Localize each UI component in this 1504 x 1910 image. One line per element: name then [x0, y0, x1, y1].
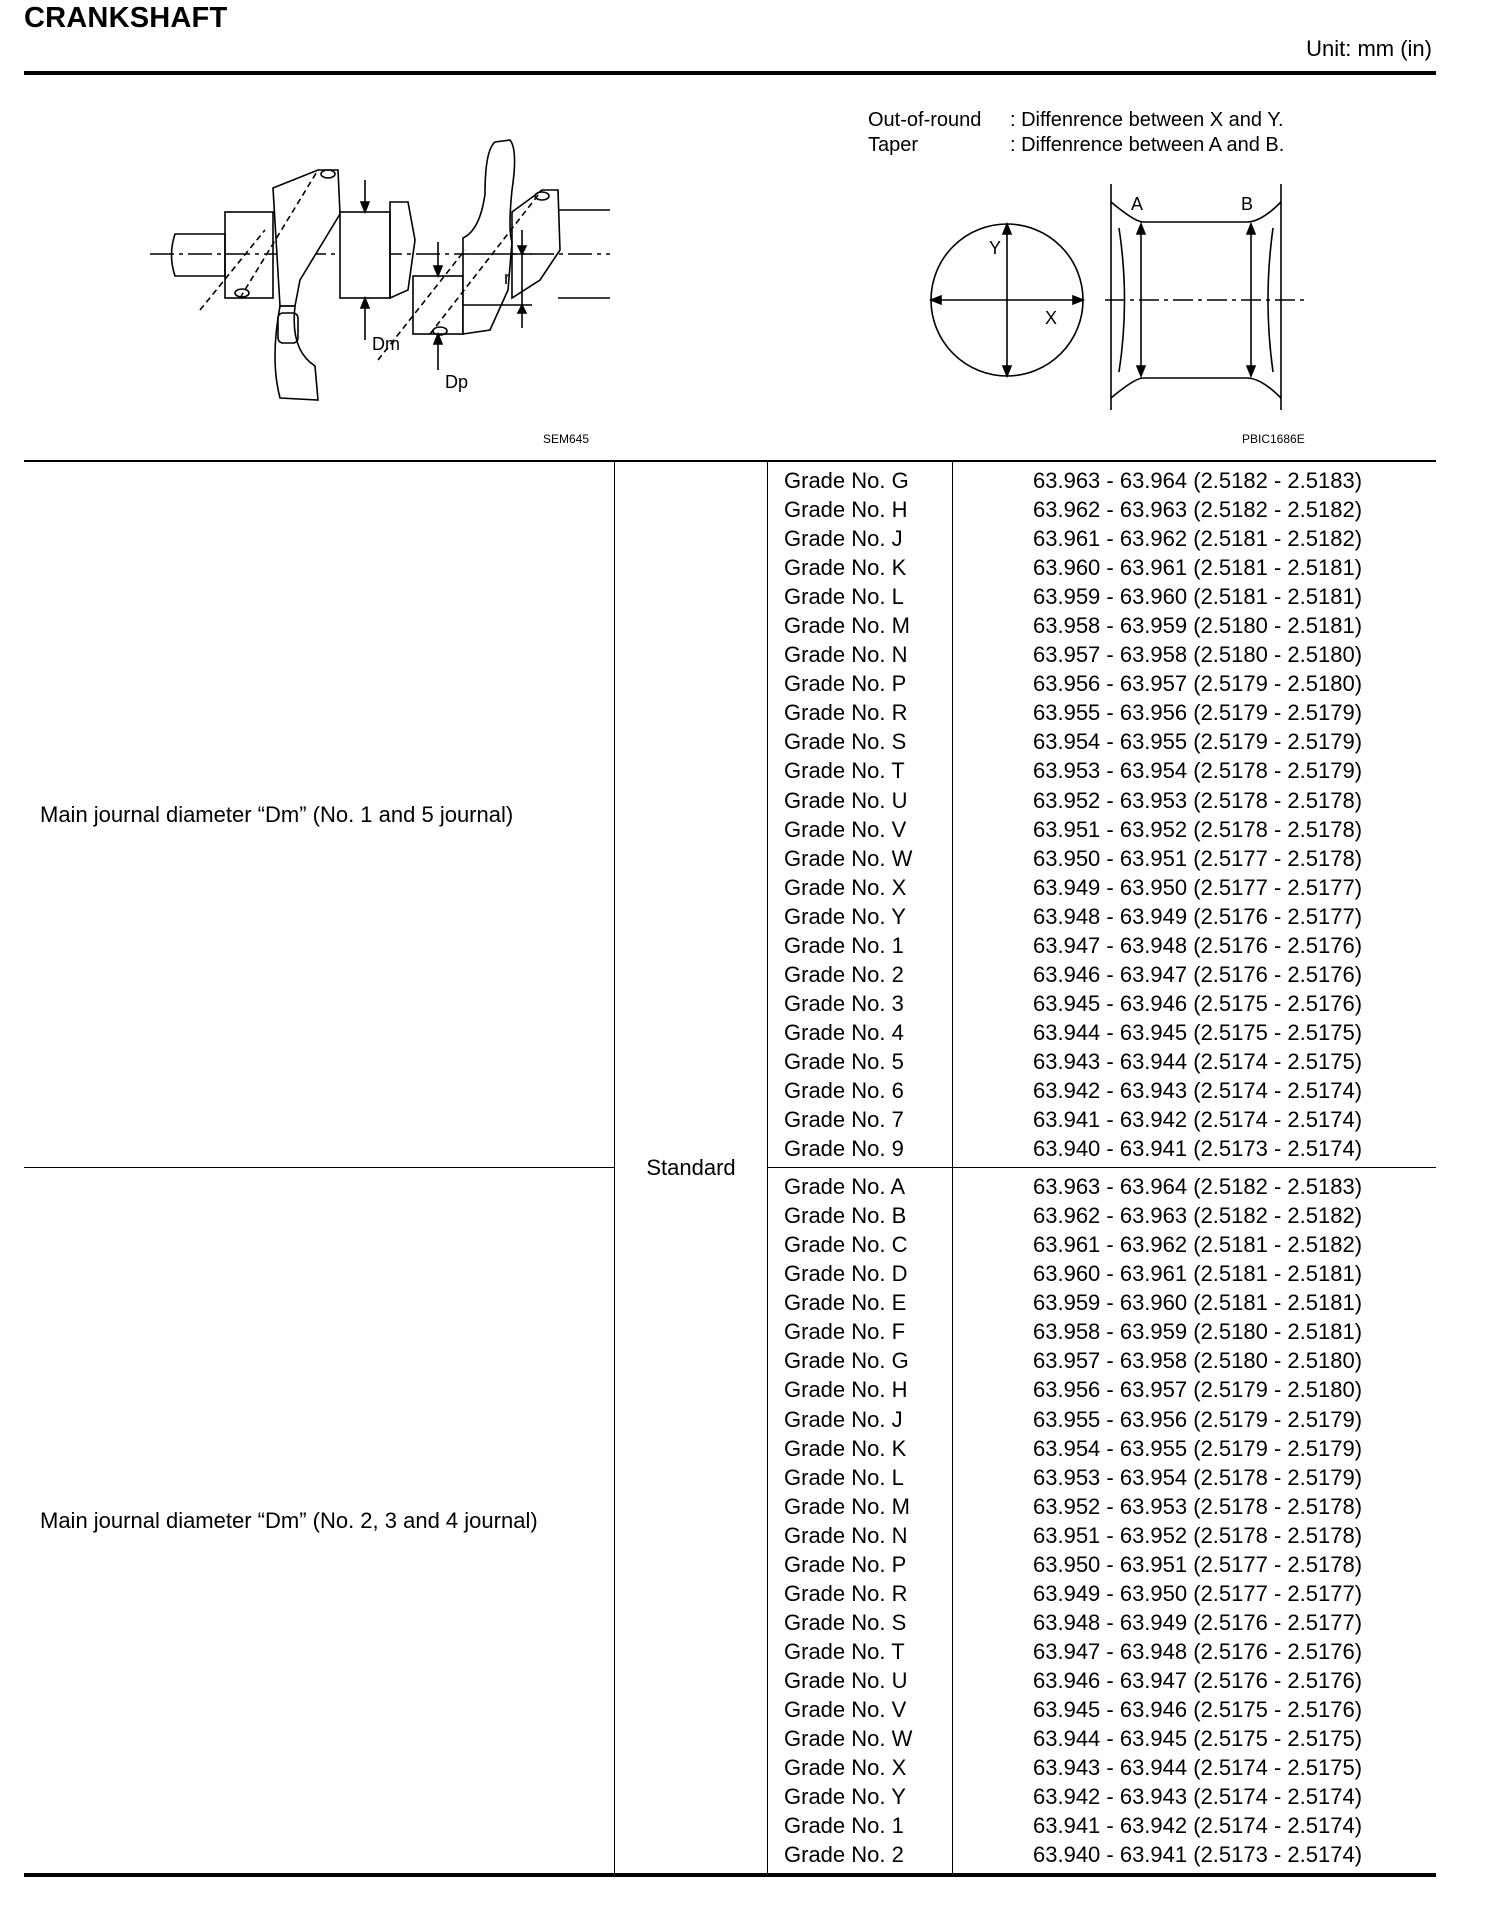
grade-value: 63.944 - 63.945 (2.5175 - 2.5175) — [1033, 1019, 1363, 1045]
grade-value: 63.941 - 63.942 (2.5174 - 2.5174) — [1033, 1107, 1363, 1133]
grade-value: 63.961 - 63.962 (2.5181 - 2.5182) — [1033, 526, 1363, 552]
grade-label: Grade No. U — [784, 787, 908, 813]
grade-label: Grade No. Y — [784, 903, 906, 929]
grade-value: 63.947 - 63.948 (2.5176 - 2.5176) — [1033, 1638, 1363, 1664]
label-y: Y — [989, 238, 1002, 258]
grade-label: Grade No. 1 — [784, 1813, 904, 1839]
definition-out-of-round — [868, 109, 1284, 131]
grade-label: Grade No. N — [784, 642, 908, 668]
grade-label: Grade No. J — [784, 526, 903, 552]
grade-label: Grade No. L — [784, 1464, 904, 1490]
grade-label: Grade No. 5 — [784, 1048, 904, 1074]
grade-value: 63.947 - 63.948 (2.5176 - 2.5176) — [1033, 932, 1363, 958]
item-label: Main journal diameter “Dm” (No. 2, 3 and 4 journal) — [24, 1168, 615, 1876]
grade-label: Grade No. D — [784, 1261, 908, 1287]
grade-value: 63.953 - 63.954 (2.5178 - 2.5179) — [1033, 758, 1363, 784]
header-rule — [24, 71, 1436, 75]
grade-value: 63.948 - 63.949 (2.5176 - 2.5177) — [1033, 1609, 1363, 1635]
item-label: Main journal diameter “Dm” (No. 1 and 5 journal) — [24, 461, 615, 1168]
grade-label: Grade No. G — [784, 1348, 909, 1374]
label-x: X — [1045, 308, 1058, 328]
grade-value: 63.948 - 63.949 (2.5176 - 2.5177) — [1033, 903, 1363, 929]
grade-label: Grade No. 2 — [784, 1842, 904, 1868]
grade-label: Grade No. Y — [784, 1784, 906, 1810]
grade-label: Grade No. E — [784, 1290, 907, 1316]
grade-value: 63.946 - 63.947 (2.5176 - 2.5176) — [1033, 961, 1363, 987]
grade-value: 63.952 - 63.953 (2.5178 - 2.5178) — [1033, 1493, 1363, 1519]
grade-value: 63.951 - 63.952 (2.5178 - 2.5178) — [1033, 816, 1363, 842]
grade-label: Grade No. C — [784, 1232, 908, 1258]
grade-value: 63.956 - 63.957 (2.5179 - 2.5180) — [1033, 1377, 1363, 1403]
grade-label: Grade No. K — [784, 555, 907, 581]
figure-caption-left: SEM645 — [543, 432, 590, 446]
grade-value: 63.942 - 63.943 (2.5174 - 2.5174) — [1033, 1784, 1363, 1810]
grade-label: Grade No. W — [784, 1726, 913, 1752]
grade-label: Grade No. P — [784, 1551, 907, 1577]
grade-label: Grade No. X — [784, 1755, 907, 1781]
grade-value: 63.941 - 63.942 (2.5174 - 2.5174) — [1033, 1813, 1363, 1839]
grade-value: 63.960 - 63.961 (2.5181 - 2.5181) — [1033, 555, 1363, 581]
grade-label: Grade No. S — [784, 1609, 907, 1635]
grade-label: Grade No. 3 — [784, 990, 904, 1016]
grade-value: 63.959 - 63.960 (2.5181 - 2.5181) — [1033, 1290, 1363, 1316]
grade-label: Grade No. B — [784, 1203, 907, 1229]
page-title: CRANKSHAFT — [24, 2, 228, 34]
grade-value: 63.958 - 63.959 (2.5180 - 2.5181) — [1033, 1319, 1363, 1345]
grade-value: 63.950 - 63.951 (2.5177 - 2.5178) — [1033, 1551, 1363, 1577]
grade-label: Grade No. T — [784, 1638, 905, 1664]
definitions — [868, 108, 1284, 158]
grade-label: Grade No. F — [784, 1319, 906, 1345]
grade-label: Grade No. 4 — [784, 1019, 904, 1045]
grade-label: Grade No. N — [784, 1522, 908, 1548]
standard-label: Standard — [615, 461, 768, 1875]
grade-label: Grade No. 1 — [784, 932, 904, 958]
definition-taper — [868, 134, 1284, 156]
grade-label: Grade No. S — [784, 729, 907, 755]
grade-value: 63.945 - 63.946 (2.5175 - 2.5176) — [1033, 1696, 1363, 1722]
grade-label: Grade No. T — [784, 758, 905, 784]
unit-label: Unit: mm (in) — [1306, 36, 1432, 61]
grade-value: 63.952 - 63.953 (2.5178 - 2.5178) — [1033, 787, 1363, 813]
grade-label: Grade No. H — [784, 497, 908, 523]
grade-label: Grade No. 9 — [784, 1136, 904, 1162]
grade-value: 63.944 - 63.945 (2.5175 - 2.5175) — [1033, 1726, 1363, 1752]
grade-label: Grade No. 6 — [784, 1077, 904, 1103]
grade-label: Grade No. R — [784, 1580, 908, 1606]
label-r: r — [504, 268, 510, 288]
crankshaft-figure — [140, 130, 650, 410]
grade-value: 63.961 - 63.962 (2.5181 - 2.5182) — [1033, 1232, 1363, 1258]
measurement-figure — [925, 182, 1305, 412]
grade-value: 63.954 - 63.955 (2.5179 - 2.5179) — [1033, 729, 1363, 755]
grade-value: 63.949 - 63.950 (2.5177 - 2.5177) — [1033, 874, 1363, 900]
grade-value: 63.958 - 63.959 (2.5180 - 2.5181) — [1033, 613, 1363, 639]
grade-value: 63.963 - 63.964 (2.5182 - 2.5183) — [1033, 468, 1363, 493]
grade-value: 63.951 - 63.952 (2.5178 - 2.5178) — [1033, 1522, 1363, 1548]
grade-value: 63.959 - 63.960 (2.5181 - 2.5181) — [1033, 584, 1363, 610]
grade-label: Grade No. V — [784, 816, 907, 842]
value-column — [953, 461, 1437, 1168]
label-dm: Dm — [372, 334, 400, 354]
grade-label: Grade No. K — [784, 1435, 907, 1461]
definition-term: Taper — [868, 134, 919, 156]
grade-value: 63.962 - 63.963 (2.5182 - 2.5182) — [1033, 497, 1363, 523]
grade-value: 63.942 - 63.943 (2.5174 - 2.5174) — [1033, 1077, 1363, 1103]
grade-value: 63.943 - 63.944 (2.5174 - 2.5175) — [1033, 1048, 1363, 1074]
grade-label: Grade No. 2 — [784, 961, 904, 987]
grade-value: 63.957 - 63.958 (2.5180 - 2.5180) — [1033, 1348, 1363, 1374]
grade-value: 63.943 - 63.944 (2.5174 - 2.5175) — [1033, 1755, 1363, 1781]
grade-value: 63.954 - 63.955 (2.5179 - 2.5179) — [1033, 1435, 1363, 1461]
grade-column — [768, 1168, 953, 1876]
label-dp: Dp — [445, 372, 469, 392]
grade-value: 63.950 - 63.951 (2.5177 - 2.5178) — [1033, 845, 1363, 871]
grade-label: Grade No. M — [784, 1493, 910, 1519]
label-b: B — [1241, 194, 1254, 214]
crankshaft-spec-table — [24, 460, 1436, 1877]
grade-value: 63.957 - 63.958 (2.5180 - 2.5180) — [1033, 642, 1363, 668]
grade-column — [768, 461, 953, 1168]
grade-label: Grade No. J — [784, 1406, 903, 1432]
grade-value: 63.963 - 63.964 (2.5182 - 2.5183) — [1033, 1174, 1363, 1200]
grade-value: 63.956 - 63.957 (2.5179 - 2.5180) — [1033, 671, 1363, 697]
grade-label: Grade No. P — [784, 671, 907, 697]
grade-value: 63.949 - 63.950 (2.5177 - 2.5177) — [1033, 1580, 1363, 1606]
grade-label: Grade No. H — [784, 1377, 908, 1403]
grade-value: 63.962 - 63.963 (2.5182 - 2.5182) — [1033, 1203, 1363, 1229]
label-a: A — [1131, 194, 1144, 214]
grade-value: 63.955 - 63.956 (2.5179 - 2.5179) — [1033, 1406, 1363, 1432]
definition-text: : Diffenrence between A and B. — [1010, 134, 1285, 156]
definition-term: Out-of-round — [868, 109, 982, 131]
grade-value: 63.945 - 63.946 (2.5175 - 2.5176) — [1033, 990, 1363, 1016]
grade-label: Grade No. G — [784, 468, 909, 493]
grade-label: Grade No. A — [784, 1174, 906, 1200]
grade-label: Grade No. X — [784, 874, 907, 900]
definition-text: : Diffenrence between X and Y. — [1010, 109, 1284, 131]
table-row — [24, 461, 1436, 1168]
grade-value: 63.955 - 63.956 (2.5179 - 2.5179) — [1033, 700, 1363, 726]
grade-label: Grade No. L — [784, 584, 904, 610]
grade-value: 63.940 - 63.941 (2.5173 - 2.5174) — [1033, 1842, 1363, 1868]
grade-value: 63.960 - 63.961 (2.5181 - 2.5181) — [1033, 1261, 1363, 1287]
grade-label: Grade No. U — [784, 1667, 908, 1693]
grade-value: 63.940 - 63.941 (2.5173 - 2.5174) — [1033, 1136, 1363, 1162]
figure-caption-right: PBIC1686E — [1242, 432, 1305, 446]
grade-label: Grade No. 7 — [784, 1107, 904, 1133]
grade-value: 63.953 - 63.954 (2.5178 - 2.5179) — [1033, 1464, 1363, 1490]
grade-label: Grade No. M — [784, 613, 910, 639]
grade-label: Grade No. W — [784, 845, 913, 871]
grade-label: Grade No. V — [784, 1696, 907, 1722]
grade-value: 63.946 - 63.947 (2.5176 - 2.5176) — [1033, 1667, 1363, 1693]
grade-label: Grade No. R — [784, 700, 908, 726]
value-column — [953, 1168, 1437, 1876]
